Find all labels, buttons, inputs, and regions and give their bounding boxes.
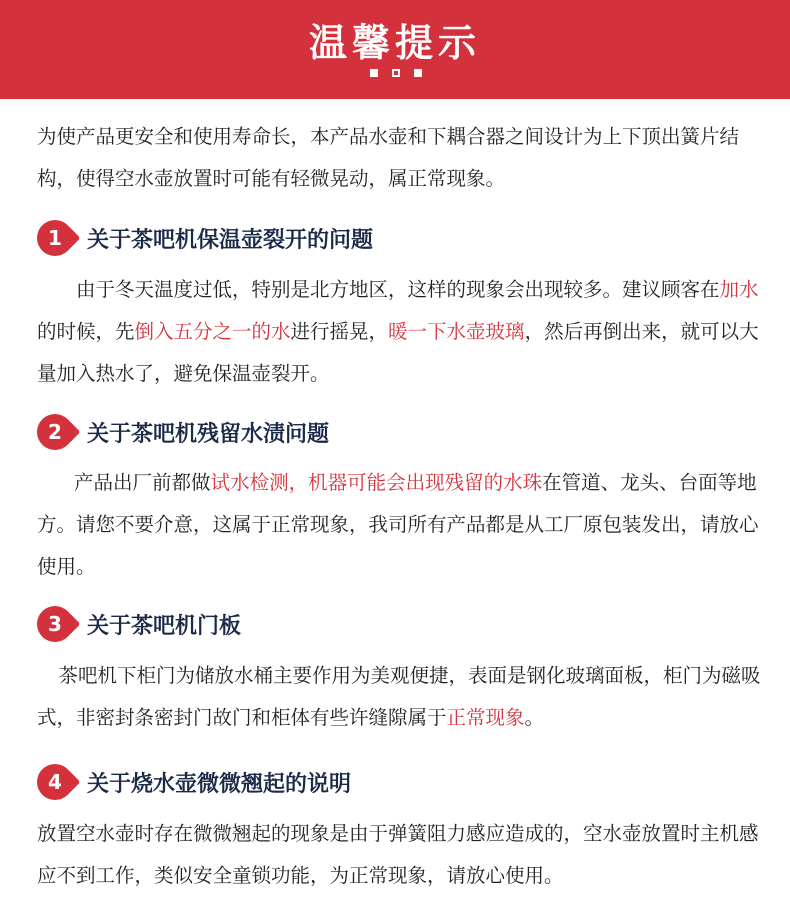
text-run: 由于冬天温度过低，特别是北方地区，这样的现象会出现较多。建议顾客在 [76,278,720,301]
text-run: 茶吧机下柜门为储放水桶主要作用为美观便捷，表面是钢化玻璃面板，柜门为磁吸式，非密封条密封门故门和柜体有些许缝隙属于 [37,664,761,729]
badge-number: 1 [48,226,62,250]
section-title: 关于烧水壶微微翘起的说明 [87,771,352,797]
section-title: 关于茶吧机残留水渍问题 [87,421,330,447]
text-run: 进行摇晃， [290,320,389,343]
section-title: 关于茶吧机门板 [87,613,242,639]
section-2-heading [37,412,329,452]
highlight-text: 加水 [719,278,759,301]
section-title: 关于茶吧机保温壶裂开的问题 [87,227,374,253]
text-run: 。 [524,706,545,729]
badge-number: 3 [48,612,62,636]
section-4-paragraph: 放置空水壶时存在微微翘起的现象是由于弹簧阻力感应造成的，空水壶放置时主机感应不到工作，类似安全童锁功能，为正常现象，请放心使用。 [37,822,759,887]
number-badge [37,606,73,642]
highlight-text: 试水检测，机器可能会出现残留的水珠 [210,471,543,494]
text-run: 在管道、龙头、台面等地方。请您不要介意，这属于正常现象，我司所有产品都是从工厂原包装发出，请放心使用。 [37,471,759,578]
number-badge [37,414,73,450]
highlight-text: 倒入五分之一的水 [134,320,291,343]
section-1-heading [37,218,373,258]
number-badge [37,220,73,256]
hollow-square-dot-icon [392,69,400,77]
text-run: ，然后再倒出来，就可以大量加入热水了，避免保温壶裂开。 [37,320,759,385]
text-run: 产品出厂前都做 [74,471,211,494]
header-banner [0,0,790,99]
badge-number: 4 [48,770,62,794]
page-title: 温馨提示 [308,21,481,65]
section-2-paragraph [37,462,765,588]
decorative-dots [370,68,422,78]
section-1-paragraph [37,269,765,395]
intro-paragraph: 为使产品更安全和使用寿命长，本产品水壶和下耦合器之间设计为上下顶出簧片结构，使得空水壶放置时可能有轻微晃动，属正常现象。 [37,125,740,190]
badge-number: 2 [48,420,62,444]
text-run: 的时候，先 [37,320,135,343]
highlight-text: 正常现象 [446,706,525,729]
square-dot-icon [414,69,422,77]
section-3-heading [37,604,241,644]
section-3-paragraph [37,655,765,739]
section-4-heading [37,762,351,802]
square-dot-icon [370,69,378,77]
number-badge [37,764,73,800]
highlight-text: 暖一下水壶玻璃 [388,320,525,343]
